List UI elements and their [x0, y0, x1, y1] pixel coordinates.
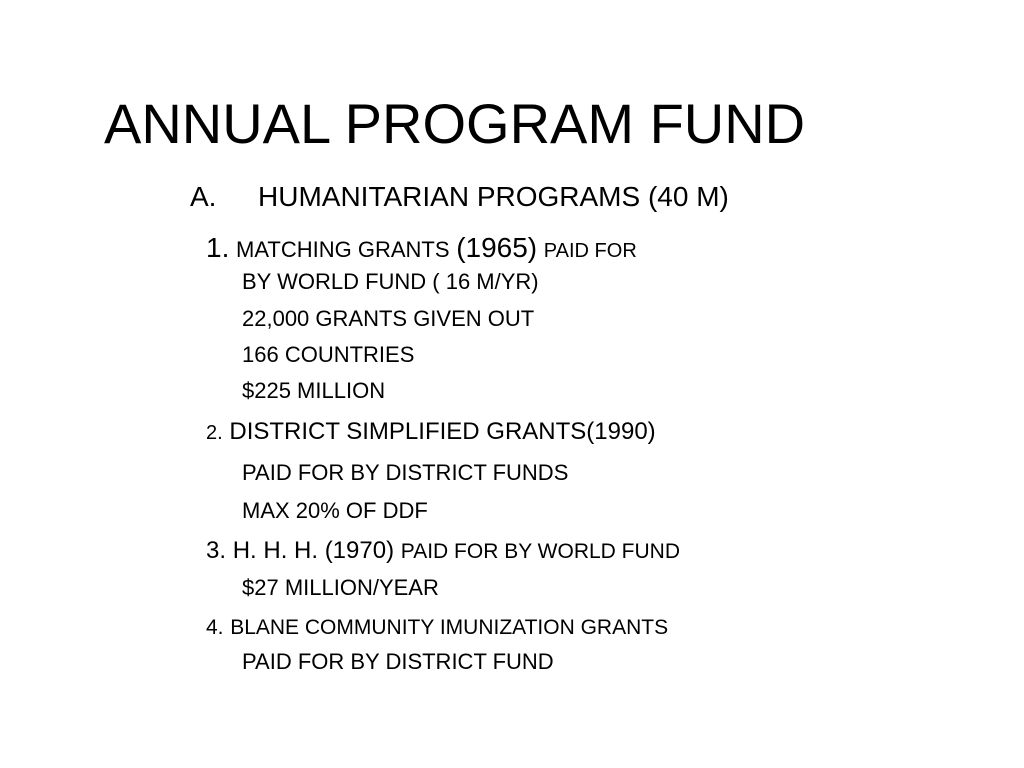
slide-title: ANNUAL PROGRAM FUND [104, 92, 806, 155]
item-2-detail-2: MAX 20% OF DDF [242, 498, 428, 523]
item-2-label: DISTRICT SIMPLIFIED GRANTS(1990) [229, 418, 656, 445]
item-1-year: (1965) [456, 232, 538, 263]
item-2-detail-1: PAID FOR BY DISTRICT FUNDS [242, 460, 569, 485]
item-1-label: MATCHING GRANTS [236, 237, 450, 262]
item-1-detail-2: 22,000 GRANTS GIVEN OUT [242, 306, 535, 331]
item-2-heading [206, 420, 656, 444]
item-1-number: 1. [206, 232, 230, 263]
item-3-number: 3. [206, 537, 227, 564]
section-text: HUMANITARIAN PROGRAMS (40 M) [258, 181, 729, 212]
section-marker: A. [190, 181, 217, 212]
item-4-label: BLANE COMMUNITY IMUNIZATION GRANTS [230, 616, 669, 639]
item-1-suffix: PAID FOR [543, 240, 637, 262]
item-1-detail-3: 166 COUNTRIES [242, 342, 415, 367]
item-3-suffix: PAID FOR BY WORLD FUND [400, 540, 680, 563]
item-1-detail-4: $225 MILLION [242, 378, 386, 403]
item-4-detail-1: PAID FOR BY DISTRICT FUND [242, 649, 554, 674]
item-3-detail-1: $27 MILLION/YEAR [242, 575, 439, 600]
item-2-number: 2. [206, 422, 223, 444]
item-4-heading [206, 615, 668, 639]
item-1-heading [206, 234, 637, 262]
item-3-heading [206, 539, 680, 563]
item-1-detail-1: BY WORLD FUND ( 16 M/YR) [242, 269, 539, 294]
section-heading [190, 183, 729, 211]
item-4-number: 4. [206, 616, 224, 639]
item-3-label: H. H. H. (1970) [232, 537, 395, 564]
